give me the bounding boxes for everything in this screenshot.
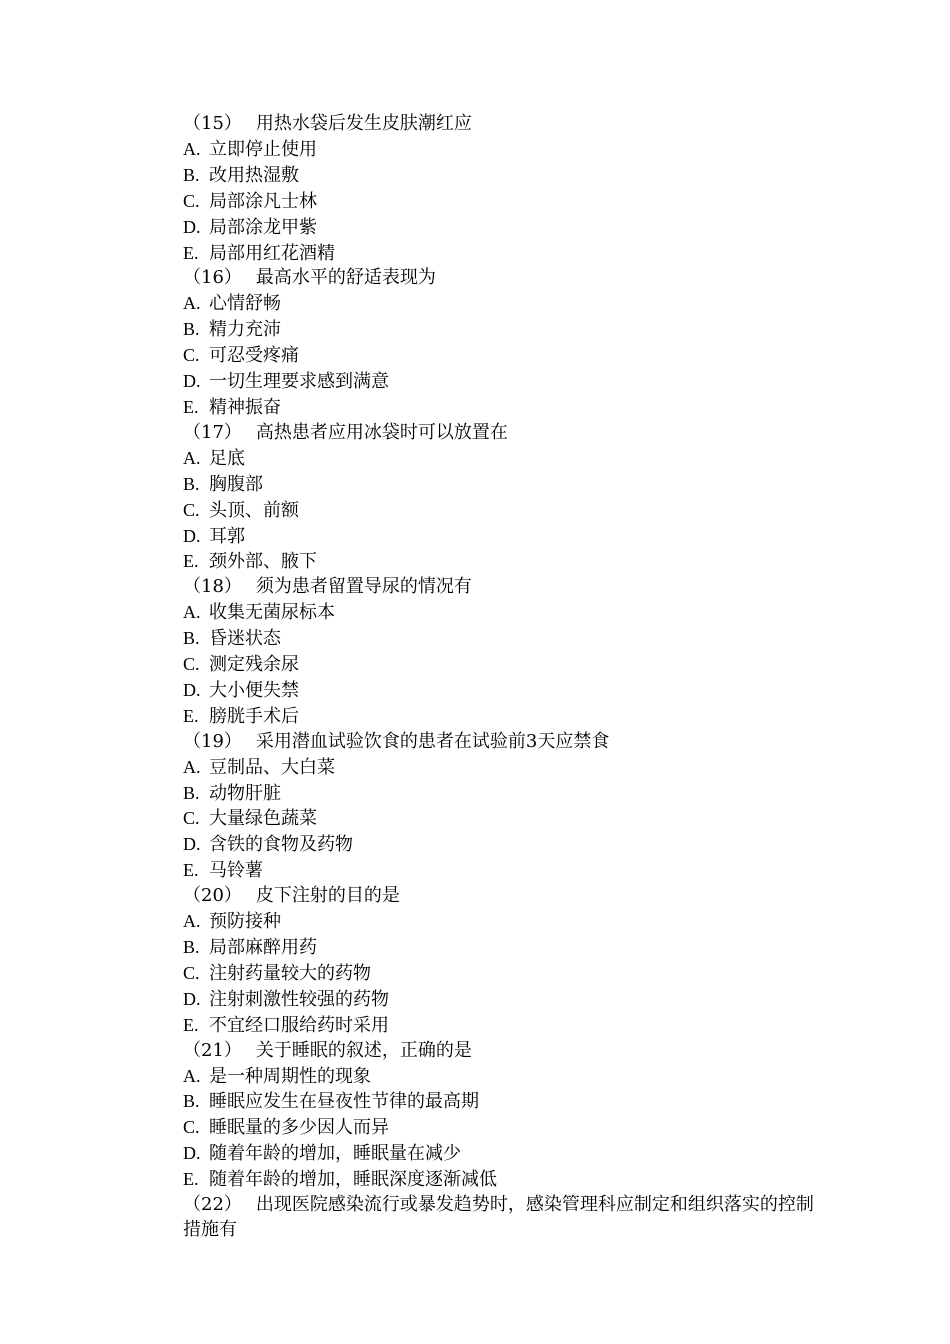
option-text: 精神振奋 bbox=[209, 396, 281, 418]
answer-option bbox=[183, 163, 823, 189]
question-stem bbox=[183, 266, 823, 291]
option-text: 局部麻醉用药 bbox=[209, 937, 317, 958]
option-letter: A. bbox=[183, 447, 201, 468]
option-letter: A. bbox=[183, 293, 201, 314]
answer-option bbox=[183, 317, 823, 343]
answer-option bbox=[183, 755, 823, 781]
option-letter: B. bbox=[183, 1091, 200, 1112]
question-stem bbox=[183, 575, 823, 600]
option-text: 含铁的食物及药物 bbox=[209, 834, 353, 856]
option-text: 随着年龄的增加，睡眠量在减少 bbox=[209, 1143, 461, 1165]
option-letter: B. bbox=[183, 937, 200, 957]
answer-option bbox=[183, 446, 823, 472]
option-text: 是一种周期性的现象 bbox=[209, 1065, 371, 1087]
answer-option bbox=[183, 189, 823, 215]
option-text: 不宜经口服给药时采用 bbox=[209, 1014, 389, 1036]
question-number: （19） bbox=[183, 730, 242, 752]
answer-option bbox=[183, 241, 823, 267]
option-text: 改用热湿敷 bbox=[209, 164, 299, 186]
option-text: 耳郭 bbox=[209, 525, 245, 547]
answer-option bbox=[183, 652, 823, 678]
option-letter: E. bbox=[183, 705, 199, 726]
option-letter: A. bbox=[183, 911, 201, 932]
option-letter: D. bbox=[183, 371, 201, 392]
answer-option bbox=[183, 1089, 823, 1115]
question-text: 皮下注射的目的是 bbox=[255, 885, 400, 907]
option-letter: D. bbox=[183, 525, 201, 546]
option-text: 颈外部、腋下 bbox=[209, 551, 317, 573]
option-text: 可忍受疼痛 bbox=[209, 345, 299, 367]
option-letter: C. bbox=[183, 808, 200, 829]
answer-option bbox=[183, 600, 823, 626]
answer-option bbox=[183, 832, 823, 858]
option-text: 随着年龄的增加，睡眠深度逐渐减低 bbox=[209, 1169, 497, 1191]
question-number: （20） bbox=[183, 885, 242, 907]
option-letter: E. bbox=[183, 242, 199, 263]
answer-option bbox=[183, 626, 823, 652]
option-text: 精力充沛 bbox=[209, 319, 281, 341]
question-number: （17） bbox=[183, 421, 242, 443]
option-text: 局部涂凡士林 bbox=[209, 190, 317, 212]
option-text: 足底 bbox=[209, 447, 245, 469]
answer-option bbox=[183, 524, 823, 550]
answer-option bbox=[183, 137, 823, 163]
option-letter: D. bbox=[183, 679, 201, 700]
question-stem bbox=[183, 884, 823, 909]
answer-option bbox=[183, 472, 823, 498]
option-text: 睡眠量的多少因人而异 bbox=[209, 1117, 389, 1139]
option-text: 注射刺激性较强的药物 bbox=[209, 988, 389, 1010]
option-letter: D. bbox=[183, 988, 201, 1009]
answer-option bbox=[183, 369, 823, 395]
option-letter: A. bbox=[183, 1065, 201, 1086]
option-text: 昏迷状态 bbox=[209, 628, 281, 650]
option-letter: B. bbox=[183, 319, 200, 340]
option-text: 收集无菌尿标本 bbox=[209, 602, 335, 624]
option-letter: C. bbox=[183, 499, 200, 520]
question-stem bbox=[183, 1039, 823, 1064]
option-letter: E. bbox=[183, 860, 199, 881]
question-number: （16） bbox=[183, 267, 242, 289]
question-text: 高热患者应用冰袋时可以放置在 bbox=[255, 421, 508, 443]
option-letter: D. bbox=[183, 1143, 201, 1164]
question-text: 出现医院感染流行或暴发趋势时，感染管理科应制定和组织落实的控制措施有 bbox=[183, 1194, 814, 1240]
answer-option bbox=[183, 1115, 823, 1141]
option-text: 头顶、前额 bbox=[209, 499, 299, 521]
option-letter: B. bbox=[183, 473, 200, 494]
question-text: 关于睡眠的叙述，正确的是 bbox=[255, 1039, 472, 1061]
answer-option bbox=[183, 1013, 823, 1039]
option-text: 膀胱手术后 bbox=[209, 705, 299, 727]
option-letter: A. bbox=[183, 138, 201, 159]
answer-option bbox=[183, 858, 823, 884]
question-number: （22） bbox=[183, 1194, 242, 1216]
option-text: 动物肝脏 bbox=[209, 782, 281, 804]
answer-option bbox=[183, 291, 823, 317]
option-letter: B. bbox=[183, 782, 200, 803]
option-text: 胸腹部 bbox=[209, 473, 263, 495]
option-text: 一切生理要求感到满意 bbox=[209, 371, 389, 393]
answer-option bbox=[183, 1064, 823, 1090]
question-stem bbox=[183, 1193, 823, 1243]
question-text: 须为患者留置导尿的情况有 bbox=[255, 576, 472, 598]
answer-option bbox=[183, 549, 823, 575]
option-letter: E. bbox=[183, 1169, 199, 1190]
question-stem bbox=[183, 730, 823, 755]
answer-option bbox=[183, 961, 823, 987]
option-text: 大量绿色蔬菜 bbox=[209, 808, 317, 830]
question-number: （18） bbox=[183, 576, 242, 598]
option-letter: D. bbox=[183, 216, 201, 237]
option-letter: B. bbox=[183, 164, 200, 185]
option-letter: C. bbox=[183, 962, 200, 983]
answer-option bbox=[183, 343, 823, 369]
question-stem bbox=[183, 421, 823, 446]
answer-option bbox=[183, 987, 823, 1013]
question-number: （21） bbox=[183, 1039, 242, 1061]
option-text: 大小便失禁 bbox=[209, 679, 299, 701]
option-letter: A. bbox=[183, 756, 201, 777]
question-list bbox=[183, 112, 823, 1243]
answer-option bbox=[183, 678, 823, 704]
option-text: 预防接种 bbox=[209, 911, 281, 933]
option-letter: D. bbox=[183, 834, 201, 855]
option-text: 豆制品、大白菜 bbox=[209, 756, 335, 778]
answer-option bbox=[183, 781, 823, 807]
option-text: 睡眠应发生在昼夜性节律的最高期 bbox=[209, 1091, 479, 1113]
option-text: 注射药量较大的药物 bbox=[209, 962, 371, 984]
question-text: 采用潜血试验饮食的患者在试验前3天应禁食 bbox=[255, 730, 610, 752]
option-letter: E. bbox=[183, 551, 199, 572]
question-stem bbox=[183, 112, 823, 137]
answer-option bbox=[183, 1167, 823, 1193]
option-letter: C. bbox=[183, 345, 200, 366]
option-letter: E. bbox=[183, 396, 199, 417]
option-letter: C. bbox=[183, 190, 200, 211]
option-text: 心情舒畅 bbox=[209, 293, 281, 315]
question-number: （15） bbox=[183, 113, 242, 134]
option-text: 马铃薯 bbox=[209, 860, 263, 882]
answer-option bbox=[183, 1141, 823, 1167]
answer-option bbox=[183, 704, 823, 730]
option-text: 局部涂龙甲紫 bbox=[209, 216, 317, 238]
option-letter: A. bbox=[183, 602, 201, 623]
question-text: 用热水袋后发生皮肤潮红应 bbox=[255, 113, 472, 134]
option-text: 立即停止使用 bbox=[209, 138, 317, 160]
answer-option bbox=[183, 215, 823, 241]
answer-option bbox=[183, 395, 823, 421]
option-text: 测定残余尿 bbox=[209, 654, 299, 676]
option-letter: B. bbox=[183, 628, 200, 649]
option-text: 局部用红花酒精 bbox=[209, 242, 335, 264]
answer-option bbox=[183, 935, 823, 961]
option-letter: C. bbox=[183, 1117, 200, 1138]
answer-option bbox=[183, 806, 823, 832]
question-text: 最高水平的舒适表现为 bbox=[255, 267, 436, 289]
option-letter: C. bbox=[183, 654, 200, 675]
answer-option bbox=[183, 498, 823, 524]
option-letter: E. bbox=[183, 1014, 199, 1035]
answer-option bbox=[183, 909, 823, 935]
